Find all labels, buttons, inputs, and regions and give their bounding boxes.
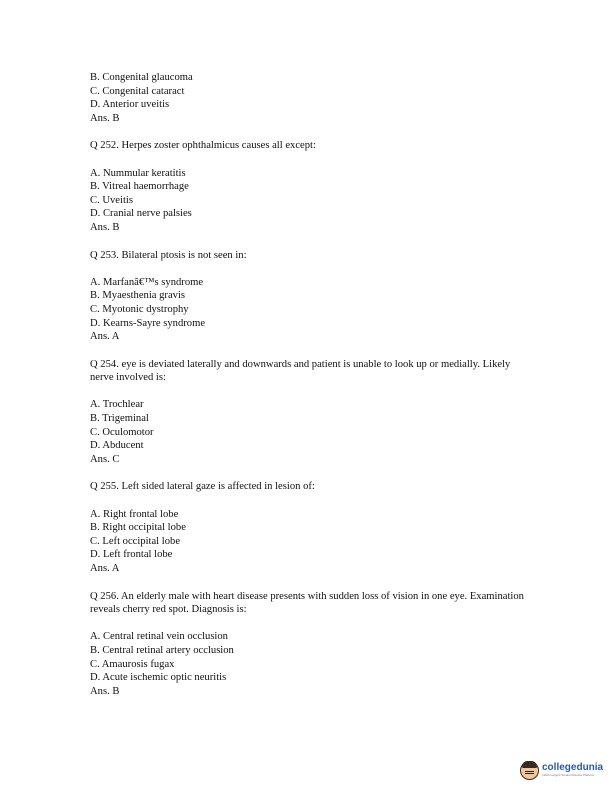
question-252 [90,139,530,234]
option-c: C. Congenital cataract [90,85,185,97]
question-fragment [90,71,530,125]
option-a: A. Nummular keratitis [90,167,186,179]
option-d: D. Anterior uveitis [90,99,170,111]
option-a: A. Central retinal vein occlusion [90,631,228,643]
mascot-icon [520,761,539,780]
option-d: D. Acute ischemic optic neuritis [90,672,227,684]
answer: Ans. B [90,221,120,233]
question-256 [90,590,530,699]
option-b: B. Myaesthenia gravis [90,290,186,302]
option-d: D. Cranial nerve palsies [90,208,192,220]
option-b: B. Right occipital lobe [90,522,186,534]
option-a: A. Right frontal lobe [90,508,179,520]
option-b: B. Congenital glaucoma [90,72,193,83]
question-253 [90,249,530,344]
question-text: Q 252. Herpes zoster ophthalmicus causes all except: [90,140,316,152]
option-b: B. Vitreal haemorrhage [90,181,189,193]
question-text: Q 255. Left sided lateral gaze is affected in lesion of: [90,481,315,493]
answer: Ans. B [90,685,120,697]
option-a: A. Trochlear [90,399,144,411]
option-c: C. Amaurosis fugax [90,658,175,670]
option-c: C. Uveitis [90,194,133,206]
question-255 [90,480,530,575]
question-254 [90,358,530,467]
answer: Ans. A [90,563,120,574]
option-c: C. Left occipital lobe [90,535,181,547]
option-a: A. Marfanâ€™s syndrome [90,276,204,288]
option-d: D. Left frontal lobe [90,549,173,561]
answer: Ans. B [90,112,120,124]
option-c: C. Oculomotor [90,426,154,438]
logo-text [542,763,603,777]
answer: Ans. C [90,453,120,465]
question-text: Q 254. eye is deviated laterally and downwards and patient is unable to look up or medially. Likely nerve involved is: [90,358,511,384]
option-b: B. Trigeminal [90,413,149,425]
option-d: D. Kearns-Sayre syndrome [90,317,206,329]
question-text: Q 253. Bilateral ptosis is not seen in: [90,249,247,261]
collegedunia-logo [520,757,603,783]
option-b: B. Central retinal artery occlusion [90,644,234,656]
option-c: C. Myotonic dystrophy [90,303,189,315]
document-page [90,71,530,698]
logo-tagline: India's largest Student Review Platform [542,773,595,777]
question-text: Q 256. An elderly male with heart disease presents with sudden loss of vision in one eye. Examination reveals cherry red spot. Diagnosis is: [90,590,524,616]
option-d: D. Abducent [90,440,144,452]
logo-name: collegedunia [542,762,604,773]
answer: Ans. A [90,331,120,343]
